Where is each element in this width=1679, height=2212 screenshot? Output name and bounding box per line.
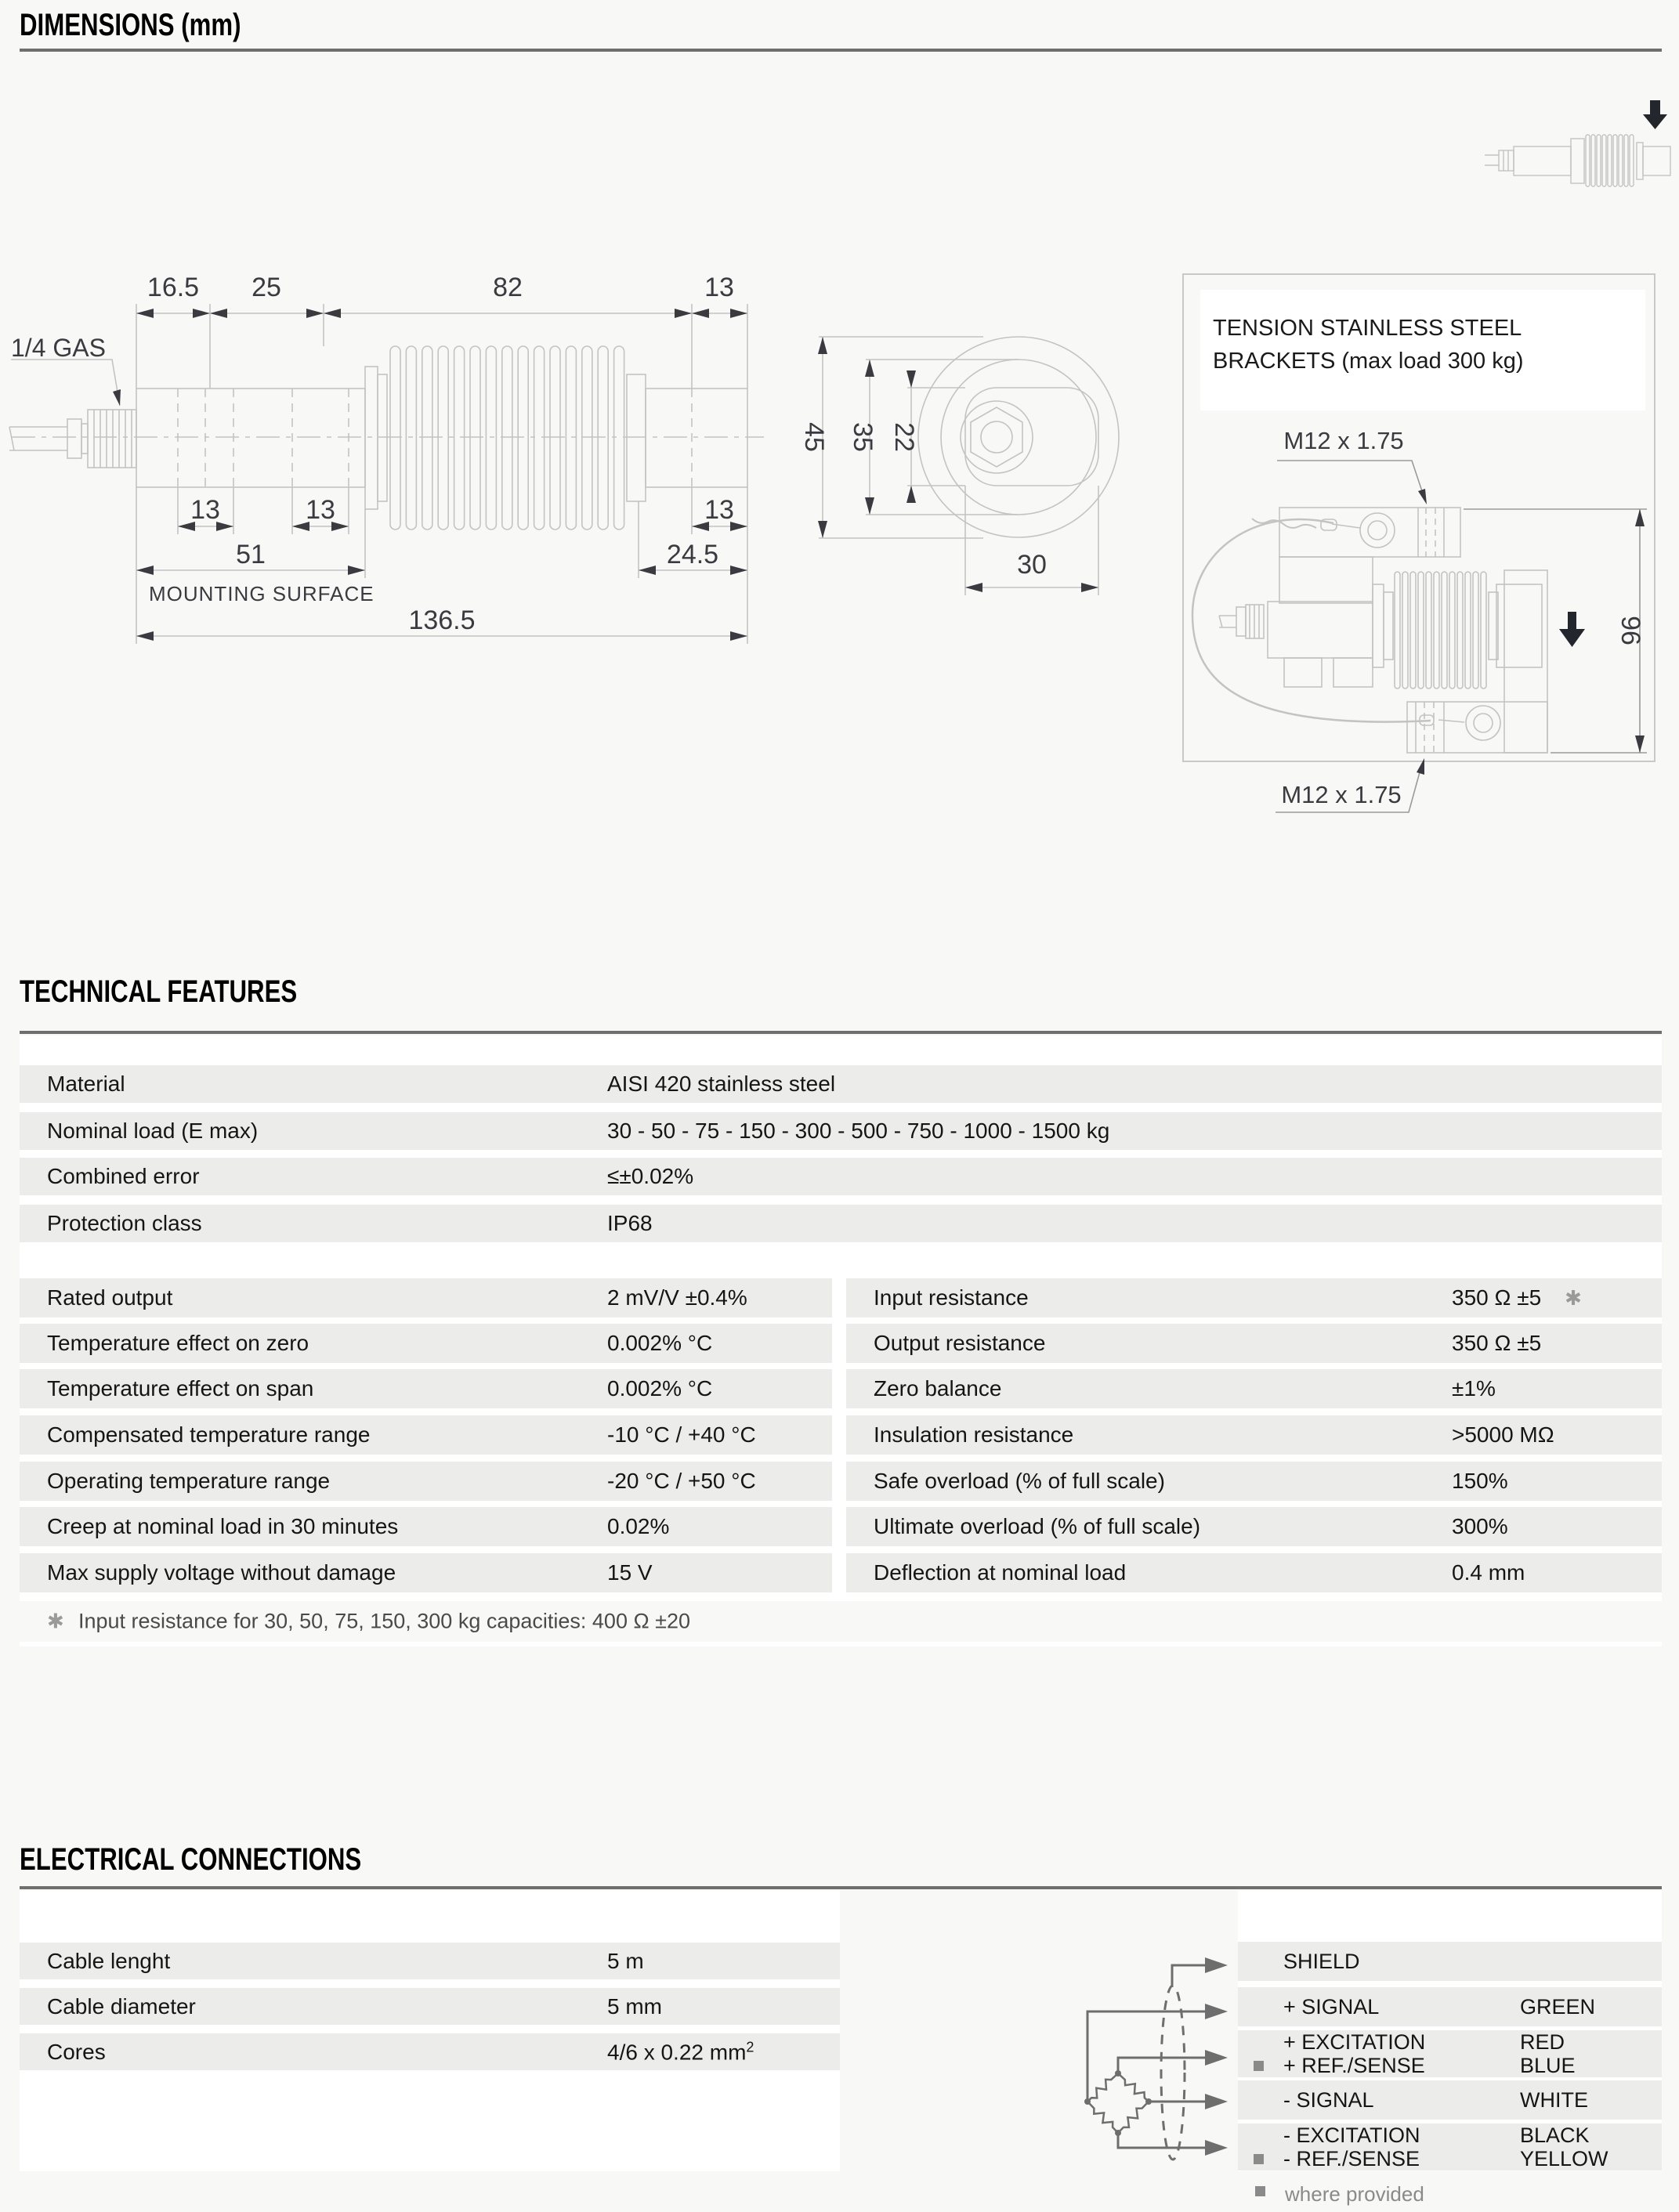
electrical-connections-title: ELECTRICAL CONNECTIONS [20, 1842, 362, 1877]
table-row: Rated output 2 mV/V ±0.4% [20, 1278, 832, 1317]
svg-text:22: 22 [889, 422, 919, 452]
asterisk-icon: ✱ [47, 1609, 64, 1633]
wiring-row: SHIELD [1238, 1942, 1662, 1981]
input-resistance-footnote: ✱ Input resistance for 30, 50, 75, 150, 300 kg capacities: 400 Ω ±20 [20, 1601, 1662, 1642]
svg-text:BRACKETS (max load 300 kg): BRACKETS (max load 300 kg) [1213, 349, 1524, 374]
svg-text:TENSION STAINLESS STEEL: TENSION STAINLESS STEEL [1213, 316, 1522, 341]
table-row: Cable lenght 5 m [20, 1943, 840, 1979]
load-direction-arrow-icon [1559, 612, 1585, 647]
wire-arrow-icon [1205, 1957, 1228, 1973]
table-row: Nominal load (E max) 30 - 50 - 75 - 150 - 300 - 500 - 750 - 1000 - 1500 kg [20, 1112, 1662, 1150]
table-row: Material AISI 420 stainless steel [20, 1065, 1662, 1103]
dimensions-rule [20, 49, 1662, 52]
wiring-row: + SIGNAL GREEN [1238, 1987, 1662, 2026]
table-row: Combined error ≤±0.02% [20, 1158, 1662, 1195]
svg-text:MOUNTING SURFACE: MOUNTING SURFACE [149, 582, 375, 605]
svg-text:1/4 GAS: 1/4 GAS [11, 334, 106, 362]
svg-text:13: 13 [190, 495, 220, 525]
table-row: Ultimate overload (% of full scale) 300% [846, 1507, 1662, 1546]
table-row: Deflection at nominal load 0.4 mm [846, 1553, 1662, 1592]
svg-text:13: 13 [306, 495, 335, 525]
table-row: Input resistance 350 Ω ±5 ✱ [846, 1278, 1662, 1317]
table-row: Cable diameter 5 mm [20, 1988, 840, 2025]
svg-text:M12 x 1.75: M12 x 1.75 [1283, 427, 1404, 454]
dimension-drawings [0, 55, 1679, 963]
wire-arrow-icon [1205, 2140, 1228, 2156]
technical-features-table [20, 1036, 1662, 1646]
wiring-row: - SIGNAL WHITE [1238, 2080, 1662, 2120]
table-row: Safe overload (% of full scale) 150% [846, 1462, 1662, 1501]
table-row: Temperature effect on span 0.002% °C [20, 1369, 832, 1408]
svg-text:16.5: 16.5 [147, 273, 200, 302]
down-arrow-icon [1643, 100, 1667, 129]
svg-text:96: 96 [1616, 616, 1645, 645]
bridge-resistor [1087, 2102, 1118, 2133]
bridge-resistor [1118, 2073, 1149, 2102]
wire-arrow-icon [1205, 2004, 1228, 2019]
where-provided-marker-icon [1254, 2061, 1264, 2071]
table-row: Operating temperature range -20 °C / +50 °C [20, 1462, 832, 1501]
electrical-connections-rule [20, 1886, 1662, 1889]
svg-text:82: 82 [493, 273, 523, 302]
table-row: Zero balance ±1% [846, 1369, 1662, 1408]
svg-text:30: 30 [1017, 550, 1047, 580]
bellows [390, 346, 624, 530]
svg-text:13: 13 [704, 273, 734, 302]
svg-text:136.5: 136.5 [408, 605, 476, 635]
table-row: Cores 4/6 x 0.22 $mm^2$ [20, 2033, 840, 2070]
table-row: Temperature effect on zero 0.002% °C [20, 1324, 832, 1363]
svg-text:25: 25 [251, 273, 281, 302]
where-provided-footnote: where provided [1285, 2182, 1424, 2207]
table-row: Creep at nominal load in 30 minutes 0.02% [20, 1507, 832, 1546]
wiring-table [1238, 1891, 1662, 2171]
load-cell-end-view-drawing [819, 337, 1119, 595]
technical-features-rule [20, 1031, 1662, 1034]
wheatstone-bridge-diagram [1073, 1935, 1254, 2193]
bridge-resistor [1087, 2073, 1118, 2102]
svg-text:51: 51 [236, 540, 266, 569]
table-row: Compensated temperature range -10 °C / +40 °C [20, 1415, 832, 1455]
bridge-resistor [1118, 2102, 1149, 2133]
technical-features-title: TECHNICAL FEATURES [20, 974, 298, 1009]
asterisk-icon: ✱ [1565, 1286, 1582, 1310]
svg-text:13: 13 [704, 495, 734, 525]
table-row: Insulation resistance >5000 MΩ [846, 1415, 1662, 1455]
dimensions-title: DIMENSIONS (mm) [20, 8, 241, 42]
svg-text:M12 x 1.75: M12 x 1.75 [1281, 781, 1402, 808]
wiring-row: - EXCITATION BLACK - REF./SENSE YELLOW [1238, 2123, 1662, 2170]
svg-text:35: 35 [848, 422, 877, 452]
bracket-assembly-drawing [1183, 274, 1655, 812]
where-provided-marker-icon [1255, 2186, 1265, 2196]
table-row: Protection class IP68 [20, 1205, 1662, 1242]
wire-arrow-icon [1205, 2050, 1228, 2066]
table-row: Output resistance 350 Ω ±5 [846, 1324, 1662, 1363]
wiring-row: + EXCITATION RED + REF./SENSE BLUE [1238, 2030, 1662, 2077]
cable-table [20, 1891, 840, 2171]
load-cell-icon [1485, 135, 1670, 186]
svg-text:24.5: 24.5 [666, 540, 719, 569]
wire-arrow-icon [1205, 2094, 1228, 2109]
end-view-dim-arrows [818, 337, 1098, 592]
load-cell-side-view-drawing [9, 304, 764, 644]
table-row: Max supply voltage without damage 15 V [20, 1553, 832, 1592]
svg-text:45: 45 [799, 422, 829, 452]
where-provided-marker-icon [1254, 2154, 1264, 2164]
